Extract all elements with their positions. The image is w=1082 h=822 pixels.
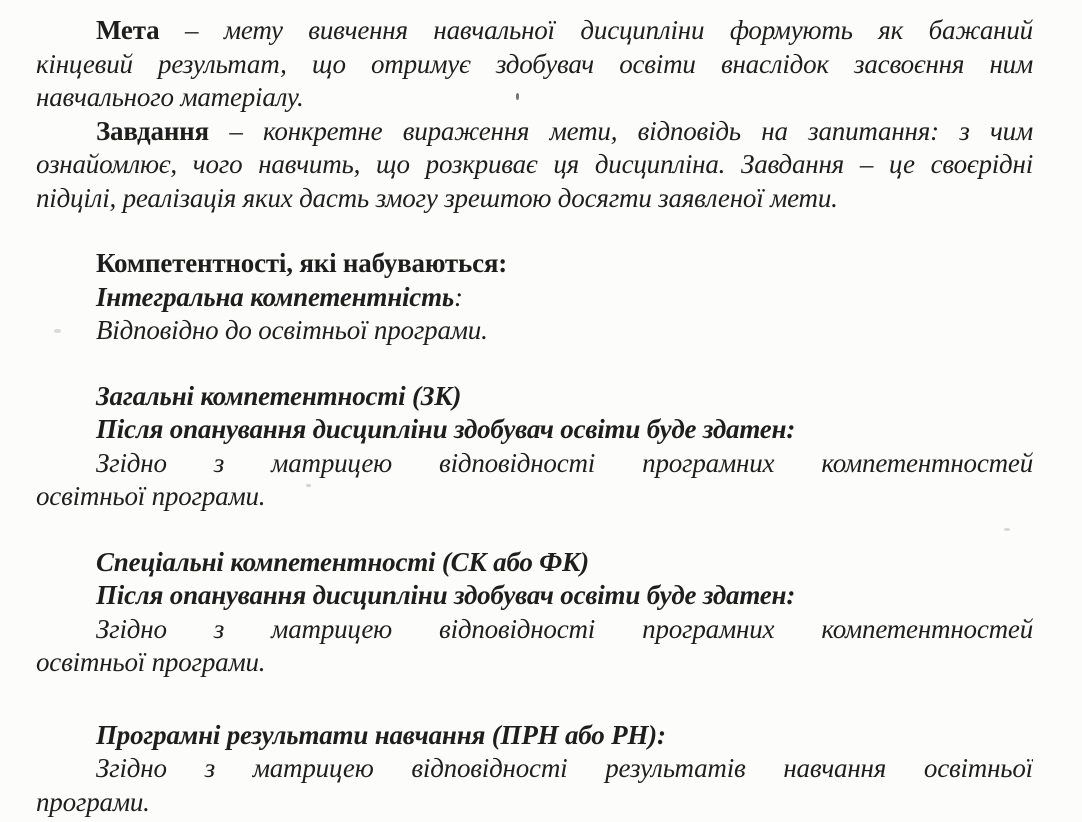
meta-line-3: навчального матеріалу. [36, 82, 304, 112]
zavdannia-term: Завдання [96, 115, 209, 146]
special-competences-body-line-1: Згідно з матрицею відповідності програмних компетентностей [96, 613, 1033, 644]
section-gap [36, 215, 1033, 247]
integral-competence-title: Інтегральна компетентність [96, 281, 455, 312]
section-gap [36, 348, 1033, 380]
general-competences-body-line-1: Згідно з матрицею відповідності програмних компетентностей [96, 447, 1033, 478]
section-program-results [36, 719, 1033, 820]
section-competences [36, 247, 1033, 348]
special-competences-body-line-2: освітньої програми. [36, 647, 266, 677]
integral-competence-text: Відповідно до освітньої програми. [96, 315, 488, 345]
competences-heading: Компетентності, які набуваються: [96, 248, 508, 278]
zavdannia-line-2: ознайомлює, чого навчить, що розкриває ця дисципліна. Завдання – це своєрідні [36, 149, 1033, 179]
paragraph-meta [36, 14, 1033, 115]
section-general-competences [36, 380, 1033, 514]
meta-line-2: кінцевий результат, що отримує здобувач освіти внаслідок засвоєння ним [36, 48, 1033, 79]
section-gap [36, 514, 1033, 546]
meta-line-1-text: – мету вивчення навчальної дисципліни формують як бажаний [184, 15, 1033, 45]
meta-line-1 [36, 14, 1033, 48]
program-results-heading: Програмні результати навчання (ПРН або РН): [96, 719, 666, 750]
integral-competence-heading [36, 281, 1033, 315]
zavdannia-line-3: підцілі, реалізація яких дасть змогу зрештою досягти заявленої мети. [36, 182, 838, 213]
general-competences-subheading: Після опанування дисципліни здобувач освіти буде здатен: [96, 414, 796, 444]
paragraph-zavdannia [36, 115, 1033, 216]
section-gap [36, 680, 1033, 719]
zavdannia-line-1 [36, 115, 1033, 149]
general-competences-heading: Загальні компетентності (ЗК) [96, 380, 462, 411]
general-competences-body-line-2: освітньої програми. [36, 481, 266, 511]
program-results-body-line-2: програми. [36, 786, 150, 817]
integral-competence-colon: : [454, 281, 463, 312]
special-competences-heading: Спеціальні компетентності (СК або ФК) [96, 546, 589, 577]
program-results-body-line-1: Згідно з матрицею відповідності результатів навчання освітньої [96, 753, 1033, 783]
meta-term: Мета [96, 15, 160, 45]
section-special-competences [36, 546, 1033, 680]
zavdannia-line-1-text: – конкретне вираження мети, відповідь на запитання: з чим [229, 115, 1033, 146]
special-competences-subheading: Після опанування дисципліни здобувач освіти буде здатен: [96, 580, 796, 610]
